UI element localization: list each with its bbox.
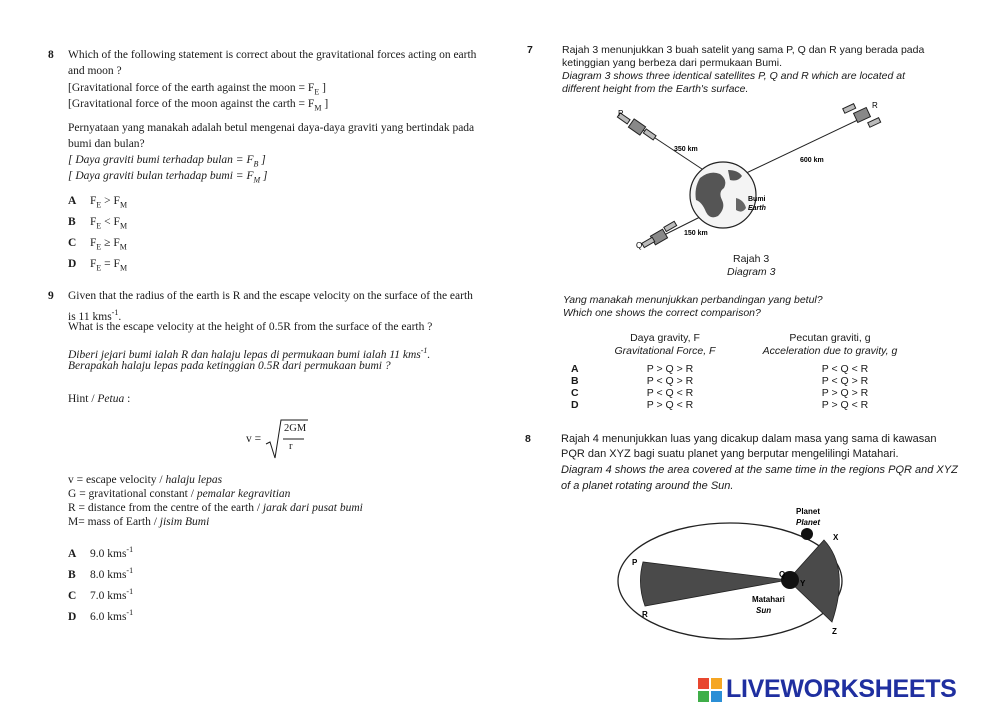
q9-number: 9	[48, 290, 54, 302]
q8-left-en-def1: [Gravitational force of the earth against the moon = $F_E$ ]	[68, 82, 326, 97]
diagram3-dist-r: 600 km	[800, 157, 824, 164]
q8-left-en-line1: Which of the following statement is correct about the gravitational forces acting on earth	[68, 49, 477, 61]
q7-prompt-ms: Yang manakah menunjukkan perbandingan yang betul?	[563, 294, 823, 306]
diagram4-label-q: Q	[779, 570, 786, 579]
diagram3-dist-p: 350 km	[674, 146, 698, 153]
table-col1-ms: Daya gravity, F	[630, 332, 700, 344]
diagram-3-satellites	[600, 98, 900, 258]
q8-left-en-line2: and moon ?	[68, 65, 122, 77]
q7-en-line1: Diagram 3 shows three identical satellites P, Q and R which are located at	[562, 70, 905, 82]
q8-left-ms-def2: [ Daya graviti bulan terhadap bumi = $F_M$ ]	[68, 170, 268, 185]
diagram-4-orbit	[570, 498, 870, 648]
q8-right-number: 8	[525, 433, 531, 445]
diagram4-label-p: P	[632, 558, 638, 567]
diagram3-caption-en: Diagram 3	[727, 266, 776, 278]
table-row-a[interactable]: A P > Q > R P < Q < R	[571, 363, 869, 375]
legend-m: M= mass of Earth / jisim Bumi	[68, 516, 210, 528]
liveworksheets-logo	[698, 675, 957, 704]
table-col2-ms: Pecutan graviti, g	[789, 332, 871, 344]
q9-option-d[interactable]: D 6.0 kms$^{-1}$	[68, 608, 134, 623]
diagram4-planet-ms: Planet	[796, 507, 821, 516]
table-row-b[interactable]: B P < Q > R P < Q > R	[571, 375, 869, 387]
diagram3-earth-en: Earth	[748, 205, 766, 212]
q7-en-line2: different height from the Earth's surface.	[562, 83, 749, 95]
q8-left-option-c[interactable]: C $F_E \ge F_M$	[68, 237, 127, 252]
diagram3-earth-ms: Bumi	[748, 196, 766, 203]
q8-right-en-line1: Diagram 4 shows the area covered at the same time in the regions PQR and XYZ	[561, 464, 958, 476]
q8-left-option-d[interactable]: D $F_E = F_M$	[68, 258, 128, 273]
diagram3-caption-ms: Rajah 3	[733, 253, 770, 265]
q7-prompt-en: Which one shows the correct comparison?	[563, 307, 761, 319]
legend-v: v = escape velocity / halaju lepas	[68, 474, 223, 486]
q9-hint: Hint / Petua :	[68, 393, 131, 405]
q9-ms-line1: Diberi jejari bumi ialah R dan halaju lepas di permukaan bumi ialah 11 kms$^{-1}$.	[68, 346, 431, 361]
q8-left-number: 8	[48, 49, 54, 61]
diagram4-sun-en: Sun	[756, 606, 772, 615]
liveworksheets-logo-text: LIVEWORKSHEETS	[726, 675, 957, 703]
q9-option-b[interactable]: B 8.0 kms$^{-1}$	[68, 566, 134, 581]
table-col1-en: Gravitational Force, F	[614, 345, 716, 357]
satellite-q-icon	[642, 221, 677, 247]
formula-numerator: 2GM	[284, 423, 307, 434]
diagram4-label-x: X	[833, 533, 839, 542]
table-col2-en: Acceleration due to gravity, g	[762, 345, 898, 357]
diagram4-planet-en: Planet	[796, 518, 821, 527]
q9-en-line2: is 11 kms$^{-1}$.	[68, 308, 122, 323]
legend-g: G = gravitational constant / pemalar kegravitian	[68, 488, 291, 500]
liveworksheets-logo-icon	[698, 678, 722, 702]
q7-number: 7	[527, 44, 533, 56]
q9-ms-line2: Berapakah halaju lepas pada ketinggian 0.5R dari permukaan bumi ?	[68, 360, 391, 372]
q8-right-en-line2: of a planet rotating around the Sun.	[561, 480, 734, 492]
formula-lhs: v =	[246, 433, 262, 445]
q8-left-ms-line2: bumi dan bulan?	[68, 138, 145, 150]
table-row-c[interactable]: C P < Q < R P > Q > R	[571, 387, 869, 399]
diagram4-label-z: Z	[832, 627, 837, 636]
diagram3-label-p: P	[618, 109, 624, 118]
q9-option-c[interactable]: C 7.0 kms$^{-1}$	[68, 587, 134, 602]
q7-ms-line1: Rajah 3 menunjukkan 3 buah satelit yang sama P, Q dan R yang berada pada	[562, 44, 925, 56]
q7-ms-line2: ketinggian yang berbeza dari permukaan Bumi.	[562, 57, 783, 69]
q8-right-ms-line1: Rajah 4 menunjukkan luas yang dicakup dalam masa yang sama di kawasan	[561, 433, 937, 445]
q9-option-a[interactable]: A 9.0 kms$^{-1}$	[68, 545, 134, 560]
q8-left-option-a[interactable]: A $F_E > F_M$	[68, 195, 128, 210]
q8-left-ms-def1: [ Daya graviti bumi terhadap bulan = $F_B$ ]	[68, 154, 266, 169]
q9-en-line1: Given that the radius of the earth is R and the escape velocity on the surface of the earth	[68, 290, 473, 302]
diagram3-label-r: R	[872, 101, 878, 110]
diagram4-label-r: R	[642, 610, 648, 619]
q8-left-option-b[interactable]: B $F_E < F_M$	[68, 216, 128, 231]
diagram3-dist-q: 150 km	[684, 230, 708, 237]
diagram4-label-y: Y	[800, 579, 806, 588]
q9-en-line3: What is the escape velocity at the height of 0.5R from the surface of the earth ?	[68, 321, 433, 333]
legend-r: R = distance from the centre of the earth / jarak dari pusat bumi	[68, 502, 363, 514]
q8-left-en-def2: [Gravitational force of the moon against the carth = $F_M$ ]	[68, 98, 329, 113]
table-row-d[interactable]: D P > Q < R P > Q < R	[571, 399, 869, 411]
diagram4-sun-ms: Matahari	[752, 595, 785, 604]
formula-denominator: r	[289, 441, 293, 452]
q8-left-ms-line1: Pernyataan yang manakah adalah betul mengenai daya-daya graviti yang bertindak pada	[68, 122, 475, 134]
diagram3-label-q: Q	[636, 241, 643, 250]
q8-right-ms-line2: PQR dan XYZ bagi suatu planet yang berputar mengelilingi Matahari.	[561, 448, 899, 460]
